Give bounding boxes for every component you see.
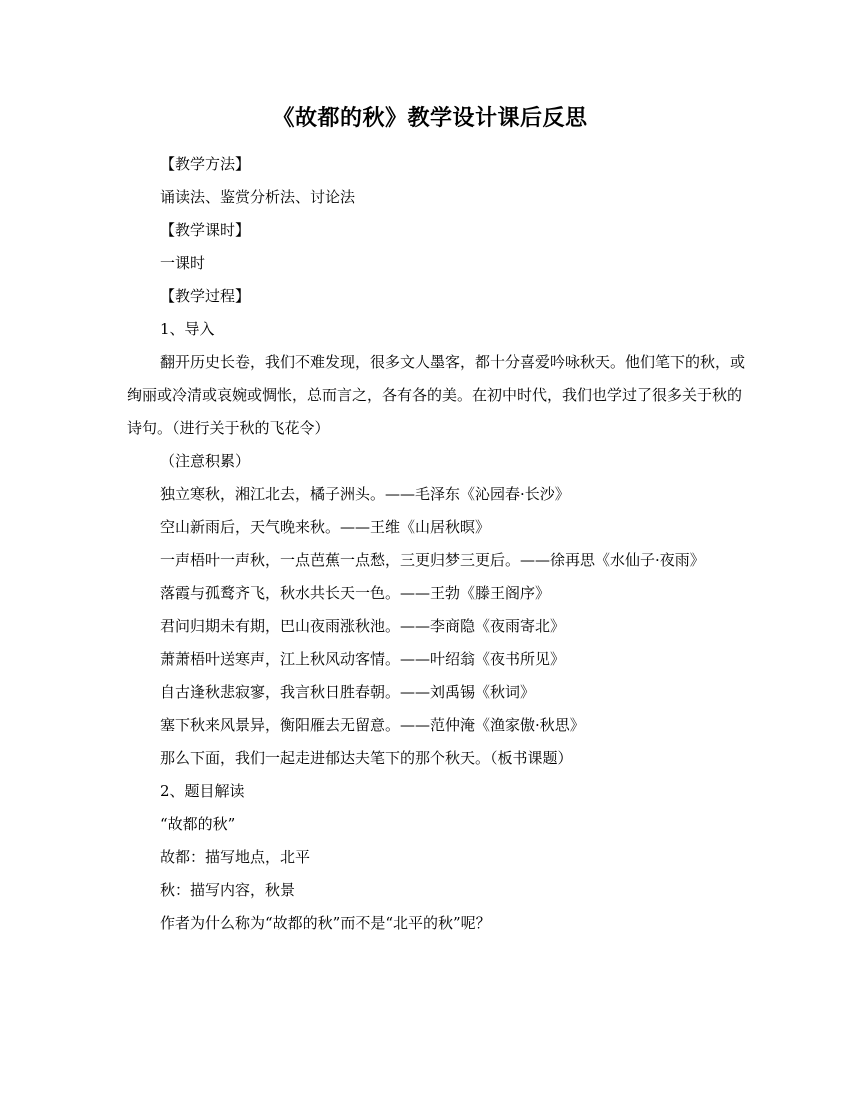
poem-line: 自古逢秋悲寂寥，我言秋日胜春朝。——刘禹锡《秋词》 xyxy=(160,683,536,701)
paragraph-hours: 一课时 xyxy=(160,254,206,272)
poem-line: 一声梧叶一声秋，一点芭蕉一点愁，三更归梦三更后。——徐再思《水仙子·夜雨》 xyxy=(160,551,705,569)
poem-line: 塞下秋来风景异，衡阳雁去无留意。——范仲淹《渔家傲·秋思》 xyxy=(160,716,585,734)
poem-line: 独立寒秋，湘江北去，橘子洲头。——毛泽东《沁园春·长沙》 xyxy=(160,485,570,503)
paragraph-place: 故都：描写地点，北平 xyxy=(160,848,311,866)
paragraph-content: 秋：描写内容，秋景 xyxy=(160,881,296,899)
paragraph-question: 作者为什么称为“故都的秋”而不是“北平的秋”呢？ xyxy=(160,914,491,932)
poem-line: 萧萧梧叶送寒声，江上秋风动客情。——叶绍翁《夜书所见》 xyxy=(160,650,566,668)
paragraph-note: （注意积累） xyxy=(160,452,251,470)
section-heading-process: 【教学过程】 xyxy=(160,287,251,305)
poem-line: 君问归期未有期，巴山夜雨涨秋池。——李商隐《夜雨寄北》 xyxy=(160,617,566,635)
paragraph-method: 诵读法、鉴赏分析法、讨论法 xyxy=(160,188,356,206)
poem-line: 落霞与孤鹜齐飞，秋水共长天一色。——王勃《滕王阁序》 xyxy=(160,584,551,602)
subheading-title-reading: 2、题目解读 xyxy=(160,782,245,800)
poem-line: 空山新雨后，天气晚来秋。——王维《山居秋暝》 xyxy=(160,518,491,536)
subheading-intro: 1、导入 xyxy=(160,320,215,338)
paragraph-intro: 翻开历史长卷，我们不难发现，很多文人墨客，都十分喜爱吟咏秋天。他们笔下的秋，或绚丽或冷清或哀婉或惆怅，总而言之，各有各的美。在初中时代，我们也学过了很多关于秋的诗句。（进行关于秋的飞花令） xyxy=(127,353,746,437)
document-title: 《故都的秋》教学设计课后反思 xyxy=(272,105,588,131)
section-heading-method: 【教学方法】 xyxy=(160,155,251,173)
paragraph-quote-title: “故都的秋” xyxy=(160,815,236,833)
section-heading-hours: 【教学课时】 xyxy=(160,221,251,239)
document-body xyxy=(127,148,747,940)
paragraph-transition: 那么下面，我们一起走进郁达夫笔下的那个秋天。（板书课题） xyxy=(160,749,573,767)
